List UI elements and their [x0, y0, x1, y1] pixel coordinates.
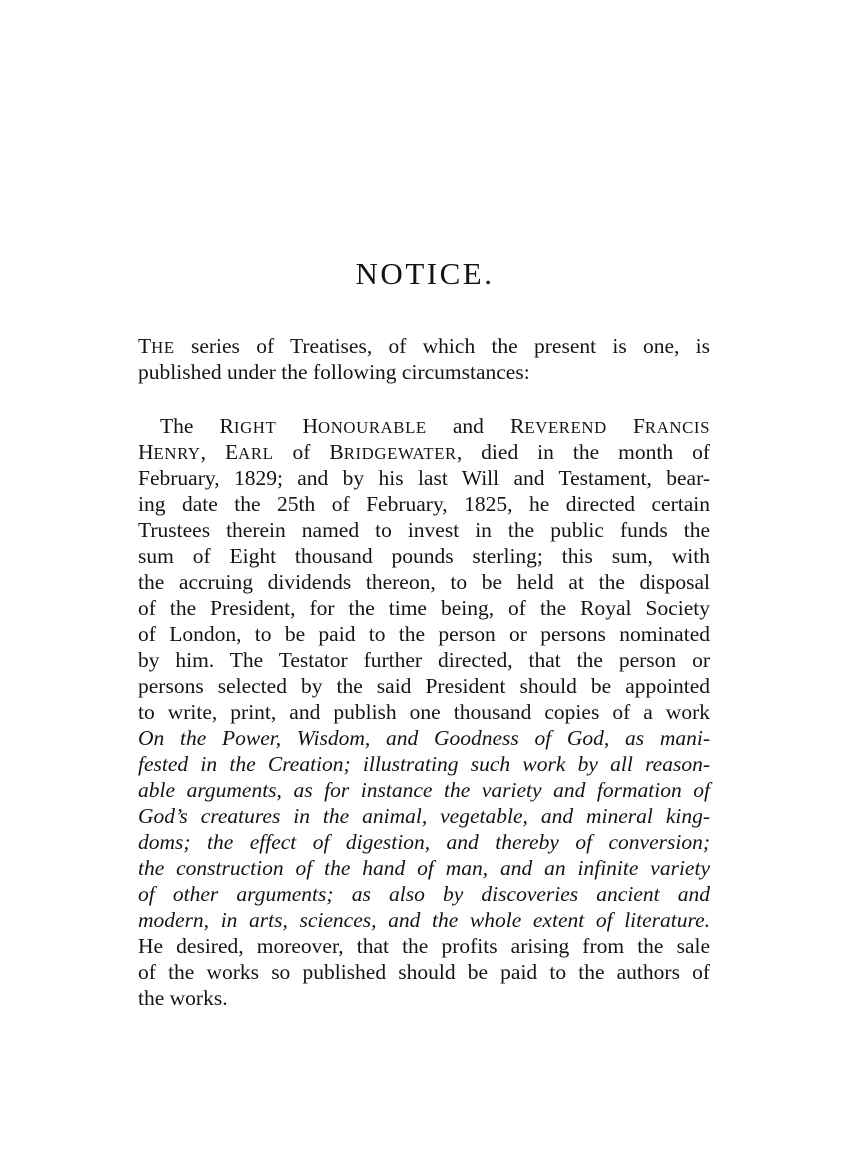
- text-line: Trustees therein named to invest in the public funds the: [138, 518, 710, 542]
- text-line: the works.: [138, 986, 228, 1010]
- text-line: doms; the effect of digestion, and thereby of conversion;: [138, 830, 710, 854]
- smallcaps-run: EVEREND: [524, 418, 607, 437]
- smallcaps-run: RIDGEWATER: [343, 444, 457, 463]
- drop-word-cap: T: [138, 334, 152, 358]
- text-run: series of Treatises, of which the present is one, is: [174, 334, 710, 358]
- page-title: NOTICE.: [355, 256, 495, 291]
- text-run: F: [632, 414, 645, 438]
- text-line: of the works so published should be paid to the authors of: [138, 960, 710, 984]
- text-line: ing date the 25th of February, 1825, he directed certain: [138, 492, 710, 516]
- text-run: B: [329, 440, 344, 464]
- text-run: [276, 414, 302, 438]
- text-line: persons selected by the said President should be appointed: [138, 674, 710, 698]
- text-line: by him. The Testator further directed, that the person or: [138, 648, 710, 672]
- text-line: the accruing dividends thereon, to be held at the disposal: [138, 570, 710, 594]
- text-line: God’s creatures in the animal, vegetable, and mineral king-: [138, 804, 710, 828]
- text-run: H: [302, 414, 318, 438]
- text-run: R: [219, 414, 234, 438]
- text-run: H: [138, 440, 154, 464]
- text-line: able arguments, as for instance the variety and formation of: [138, 778, 710, 802]
- text-run: E: [225, 440, 239, 464]
- text-line: He desired, moreover, that the profits arising from the sale: [138, 934, 710, 958]
- text-line: to write, print, and publish one thousand copies of a work: [138, 700, 710, 724]
- text-line: [138, 439, 710, 465]
- text-run: [607, 414, 633, 438]
- text-line: fested in the Creation; illustrating such work by all reason-: [138, 752, 710, 776]
- smallcaps-run: ONOURABLE: [317, 418, 427, 437]
- text-run: and: [426, 414, 511, 438]
- text-run: , died in the month of: [456, 440, 710, 464]
- bequest-paragraph: [138, 413, 710, 1011]
- text-run: of: [273, 440, 330, 464]
- text-line: modern, in arts, sciences, and the whole extent of literature.: [138, 908, 710, 932]
- smallcaps-run: ENRY: [153, 444, 201, 463]
- text-line: of the President, for the time being, of the Royal Society: [138, 596, 710, 620]
- smallcaps-run: ARL: [238, 444, 274, 463]
- text-run: The: [160, 414, 220, 438]
- text-line: February, 1829; and by his last Will and Testament, bear-: [138, 466, 710, 490]
- intro-paragraph: [138, 333, 710, 385]
- smallcaps-run: IGHT: [233, 418, 277, 437]
- text-run: ,: [200, 440, 226, 464]
- text-line: sum of Eight thousand pounds sterling; this sum, with: [138, 544, 710, 568]
- drop-word-smallcaps: HE: [151, 338, 175, 357]
- text-line: [138, 413, 710, 439]
- text-line: of London, to be paid to the person or persons nominated: [138, 622, 710, 646]
- text-line: of other arguments; as also by discoveries ancient and: [138, 882, 710, 906]
- text-line: the construction of the hand of man, and an infinite variety: [138, 856, 710, 880]
- text-line: [138, 333, 710, 359]
- text-run: R: [510, 414, 525, 438]
- smallcaps-run: RANCIS: [644, 418, 710, 437]
- text-line: published under the following circumstances:: [138, 360, 530, 384]
- text-line: On the Power, Wisdom, and Goodness of God, as mani-: [138, 726, 710, 750]
